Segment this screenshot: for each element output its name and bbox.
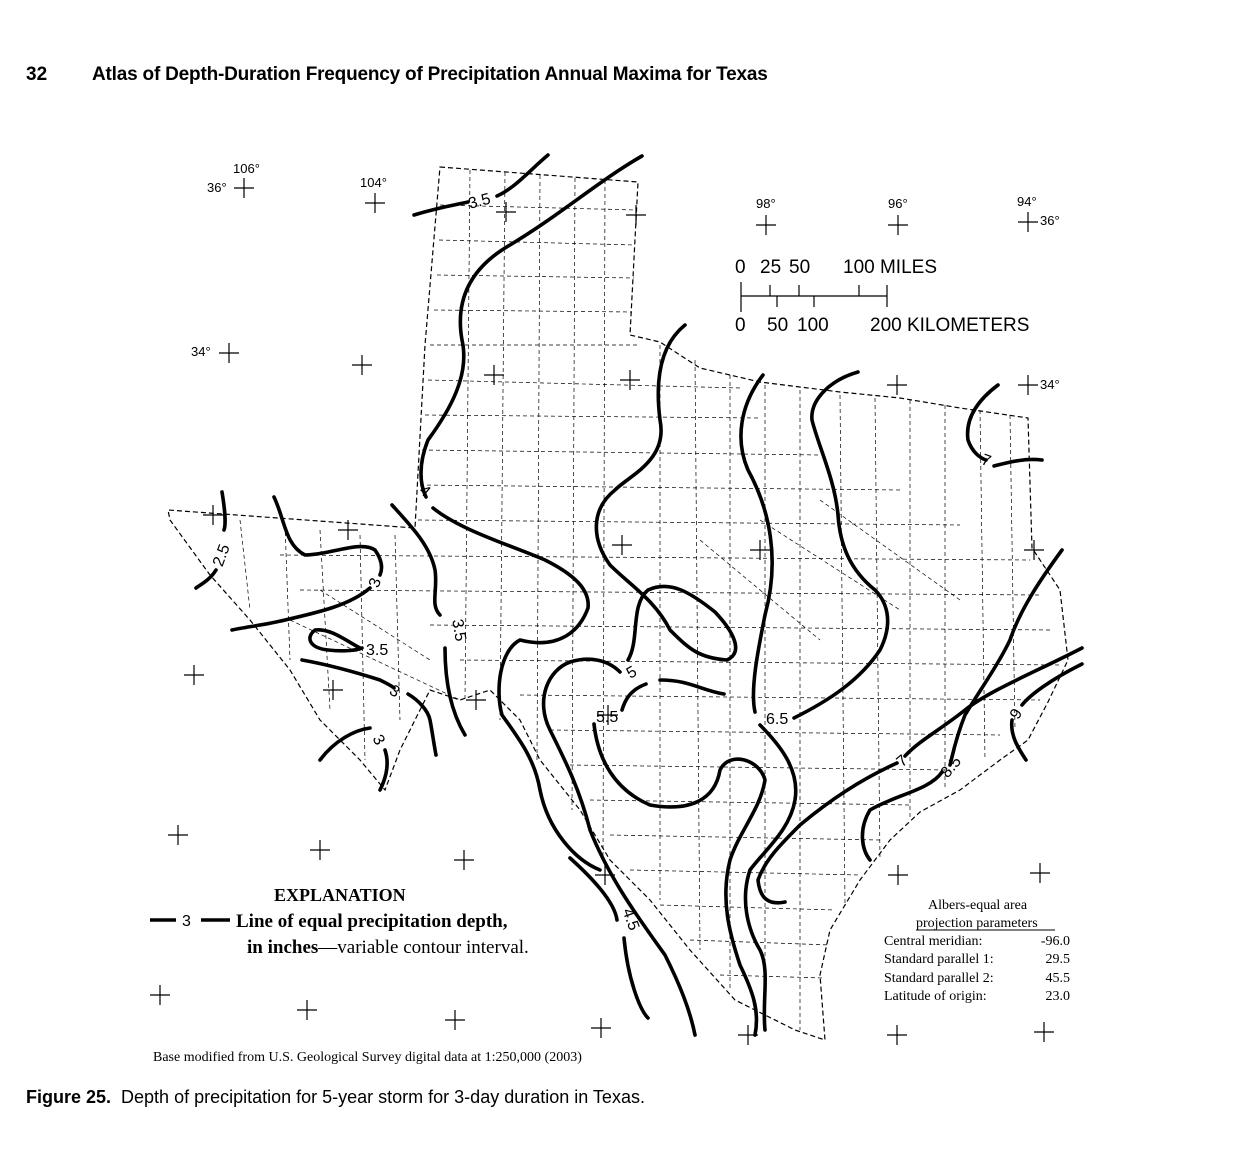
scale-bar [735,257,1029,336]
contour-label-3-5-west: 3.5 [366,642,389,659]
explanation-line1: Line of equal precipitation depth, [236,911,508,932]
contour-label-7-central: 7 [893,752,912,771]
projection-value-standard-parallel-2: 45.5 [1045,971,1070,986]
contour-4-5 [570,858,648,1018]
explanation-line2-rest: —variable contour interval. [318,937,529,958]
contour-label-3-5-vertical: 3.5 [448,617,469,643]
explanation-symbol-value: 3 [182,913,191,930]
projection-title-line1: Albers-equal area [928,898,1028,913]
projection-title-line2: projection parameters [916,916,1038,931]
explanation-line2-bold: in inches [247,937,319,958]
contour-label-4-5: 4.5 [618,906,643,933]
projection-label-standard-parallel-1: Standard parallel 1: [884,952,994,967]
contour-label-3-5-north: 3.5 [466,190,493,213]
lat-34-east-label: 34° [1040,377,1060,392]
explanation-heading: EXPLANATION [274,885,406,905]
contour-5 [544,325,736,1035]
contour-label-5-5: 5.5 [596,709,619,726]
contour-7-central [745,725,795,1030]
contour-2-5 [196,492,225,588]
lon-98-label: 98° [756,196,776,211]
scale-miles-100: 100 MILES [843,257,937,278]
scale-miles-50: 50 [789,257,811,278]
contour-label-4: 4 [415,482,434,501]
scale-km-0: 0 [735,315,746,336]
page-number: 32 [26,64,48,85]
explanation-line2 [247,937,529,958]
contour-label-6-5: 6.5 [766,711,789,728]
lat-36-west-label: 36° [207,180,227,195]
figure-caption [26,1087,645,1108]
lon-96-label: 96° [888,196,908,211]
contour-label-3-a: 3 [366,575,386,590]
scale-miles-0: 0 [735,257,746,278]
lon-94-label: 94° [1017,194,1037,209]
contour-label-8-5: 8.5 [937,753,966,782]
scale-km-100: 100 [797,315,829,336]
contour-3-a [232,497,382,630]
contour-label-3-b: 3 [386,682,403,702]
contour-7-east [968,385,1042,466]
projection-value-central-meridian: -96.0 [1040,934,1070,949]
contour-8-5 [862,550,1062,860]
figure-caption-text: Depth of precipitation for 5-year storm for 3-day duration in Texas. [121,1087,645,1107]
contour-label-3-c: 3 [368,731,388,749]
contour-6-5 [741,372,888,718]
explanation [150,885,529,958]
contour-7-south [758,648,1082,903]
lat-34-west-label: 34° [191,344,211,359]
projection-label-central-meridian: Central meridian: [884,934,983,949]
figure-label: Figure 25. [26,1087,112,1107]
scale-km-50: 50 [767,315,789,336]
projection-label-standard-parallel-2: Standard parallel 2: [884,971,994,986]
projection-label-latitude-of-origin: Latitude of origin: [884,989,987,1004]
projection-value-standard-parallel-1: 29.5 [1045,952,1070,967]
base-note: Base modified from U.S. Geological Survey digital data at 1:250,000 (2003) [153,1050,582,1065]
contour-label-7-east: 7 [978,451,994,471]
scale-km-200: 200 KILOMETERS [870,315,1030,336]
projection-parameters [884,898,1070,1004]
lon-106-label: 106° [233,161,260,176]
contour-4 [421,156,642,870]
contour-label-9: 9 [1006,705,1027,723]
lon-104-label: 104° [360,175,387,190]
lat-36-east-label: 36° [1040,213,1060,228]
contour-label-5: 5 [623,663,641,683]
projection-value-latitude-of-origin: 23.0 [1045,989,1070,1004]
contour-label-2-5: 2.5 [210,542,234,569]
running-title: Atlas of Depth-Duration Frequency of Precipitation Annual Maxima for Texas [92,64,768,85]
scale-miles-25: 25 [760,257,782,278]
contour-5-5 [594,680,765,1035]
